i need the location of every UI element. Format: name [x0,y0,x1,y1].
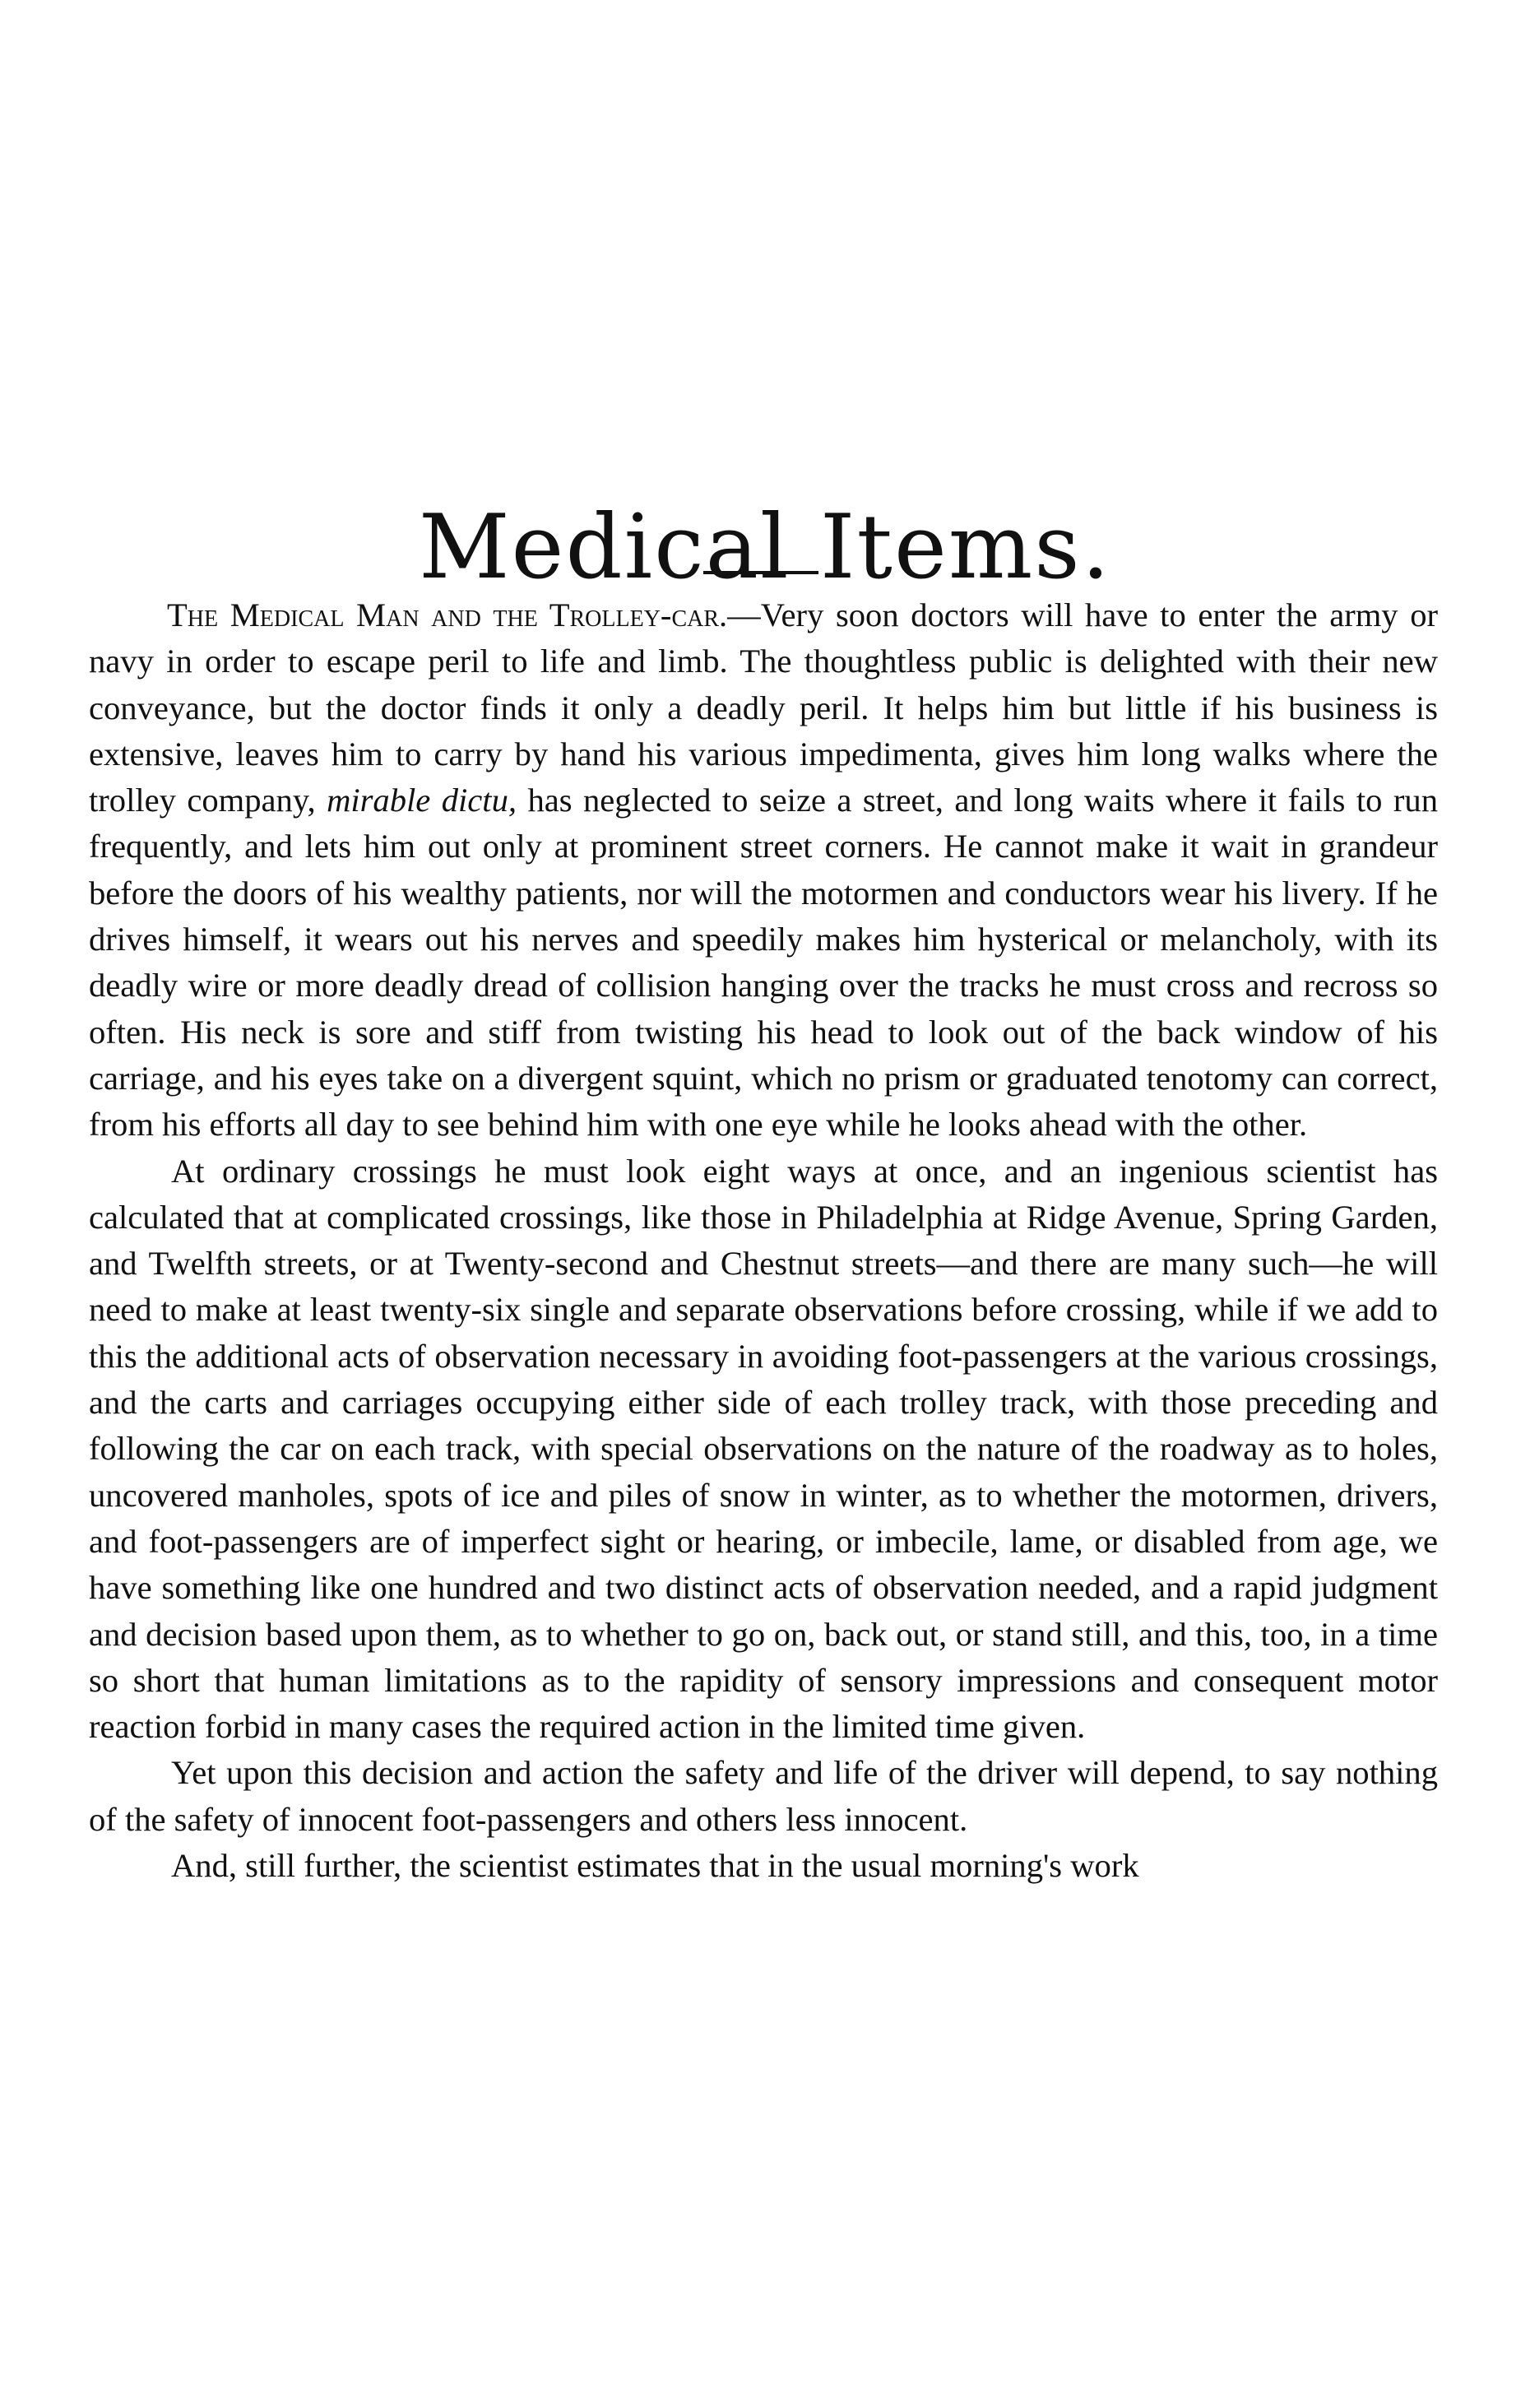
paragraph-1-text-a: —Very soon doctors will have to enter the army or navy in order to escape peril to life and limb. The thoughtless public is delighted with their new conveyance, but the doctor finds it only a deadly peril. It helps him but little if his business is extensive, leaves him to carry by hand his various impedimenta, gives him long walks where the trolley company, [89,596,1438,819]
paragraph-2: At ordinary crossings he must look eight ways at once, and an ingenious scientist has calculated that at complicated crossings, like those in Philadelphia at Ridge Avenue, Spring Garden, and Twelfth streets, or at Twenty-second and Chestnut streets—and there are many such—he will need to make at least twenty-six single and separate observations before crossing, while if we add to this the additional acts of observation necessary in avoiding foot-passengers at the various crossings, and the carts and carriages occupying either side of each trolley track, with those preceding and following the car on each track, with special observations on the nature of the roadway as to holes, uncovered manholes, spots of ice and piles of snow in winter, as to whether the motormen, drivers, and foot-passengers are of imperfect sight or hearing, or imbecile, lame, or disabled from age, we have something like one hundred and two distinct acts of observation needed, and a rapid judgment and decision based upon them, as to whether to go on, back out, or stand still, and this, too, in a time so short that human limitations as to the rapidity of sensory impressions and consequent motor reaction forbid in many cases the required action in the limited time given. [89,1152,1438,1746]
section-heading: The Medical Man and the Trolley-car. [167,596,728,633]
paragraph-1-text-b: has neglected to seize a street, and long waits where it fails to run frequently, and lets him out only at prominent street corners. He cannot make it wait in grandeur before the doors of his wealthy patients, nor will the motormen and conductors wear his livery. If he drives himself, it wears out his nerves and speedily makes him hysterical or melancholy, with its deadly wire or more deadly dread of collision hanging over the tracks he must cross and recross so often. His neck is sore and stiff from twisting his head to look out of the back window of his carriage, and his eyes take on a divergent squint, which no prism or graduated tenotomy can correct, from his efforts all day to see behind him with one eye while he looks ahead with the other. [89,782,1438,1144]
paragraph-1-italic-phrase: mirable dictu, [327,782,517,819]
paragraph-4: And, still further, the scientist estimates that in the usual morning's work [171,1847,1139,1885]
paragraph-3: Yet upon this decision and action the safety and life of the driver will depend, to say nothing of the safety of innocent foot-passengers and others less innocent. [89,1754,1438,1838]
page-title: Medical Items. [418,496,1112,600]
paragraph-1 [89,592,1438,1148]
article-body [89,592,1438,1889]
title-divider [703,571,818,574]
